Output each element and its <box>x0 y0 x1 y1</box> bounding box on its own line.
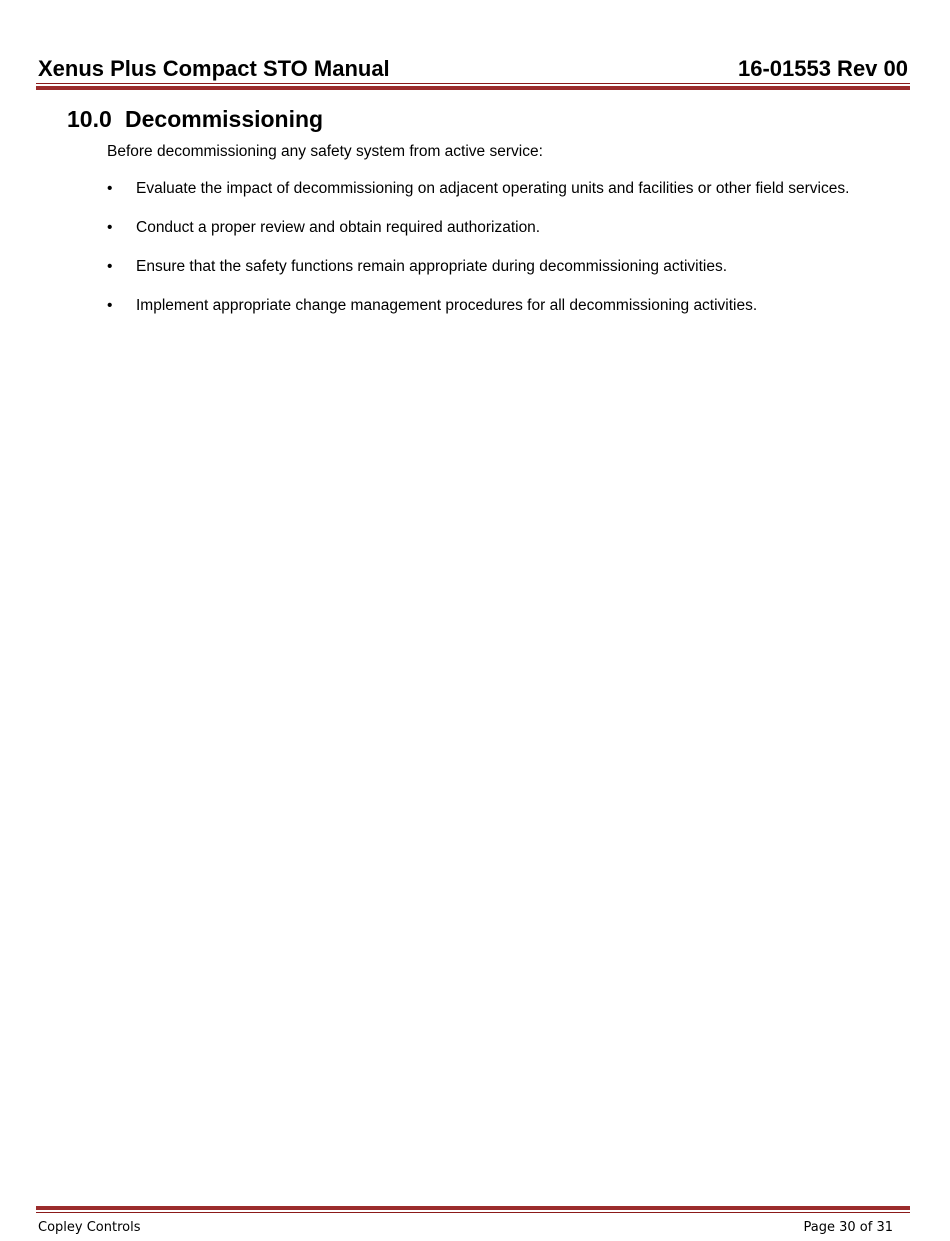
list-item-text: Ensure that the safety functions remain appropriate during decommissioning activities. <box>136 258 728 275</box>
footer-divider-thick <box>36 1206 910 1210</box>
list-item <box>107 296 897 316</box>
list-item <box>107 179 897 199</box>
footer-company: Copley Controls <box>38 1220 141 1235</box>
document-title: Xenus Plus Compact STO Manual <box>38 56 390 81</box>
section-heading <box>67 104 323 134</box>
section-intro: Before decommissioning any safety system from active service: <box>107 143 543 160</box>
bullet-icon: • <box>107 297 113 314</box>
page-header <box>38 55 908 85</box>
bullet-icon: • <box>107 258 113 275</box>
list-item-text: Implement appropriate change management procedures for all decommissioning activities. <box>136 297 758 314</box>
header-divider-thin <box>36 83 910 84</box>
bullet-icon: • <box>107 219 113 236</box>
header-divider-thick <box>36 86 910 90</box>
footer-divider-thin <box>36 1212 910 1213</box>
document-number: 16-01553 Rev 00 <box>737 56 908 81</box>
section-number: 10.0 <box>67 106 112 132</box>
list-item-text: Conduct a proper review and obtain required authorization. <box>136 219 541 236</box>
section-title: Decommissioning <box>125 106 324 132</box>
list-item-text: Evaluate the impact of decommissioning on adjacent operating units and facilities or other field services. <box>136 180 850 197</box>
list-item <box>107 218 897 238</box>
list-item <box>107 257 897 277</box>
footer-page-number: Page 30 of 31 <box>803 1220 893 1235</box>
bullet-icon: • <box>107 180 113 197</box>
bullet-list <box>107 179 897 335</box>
